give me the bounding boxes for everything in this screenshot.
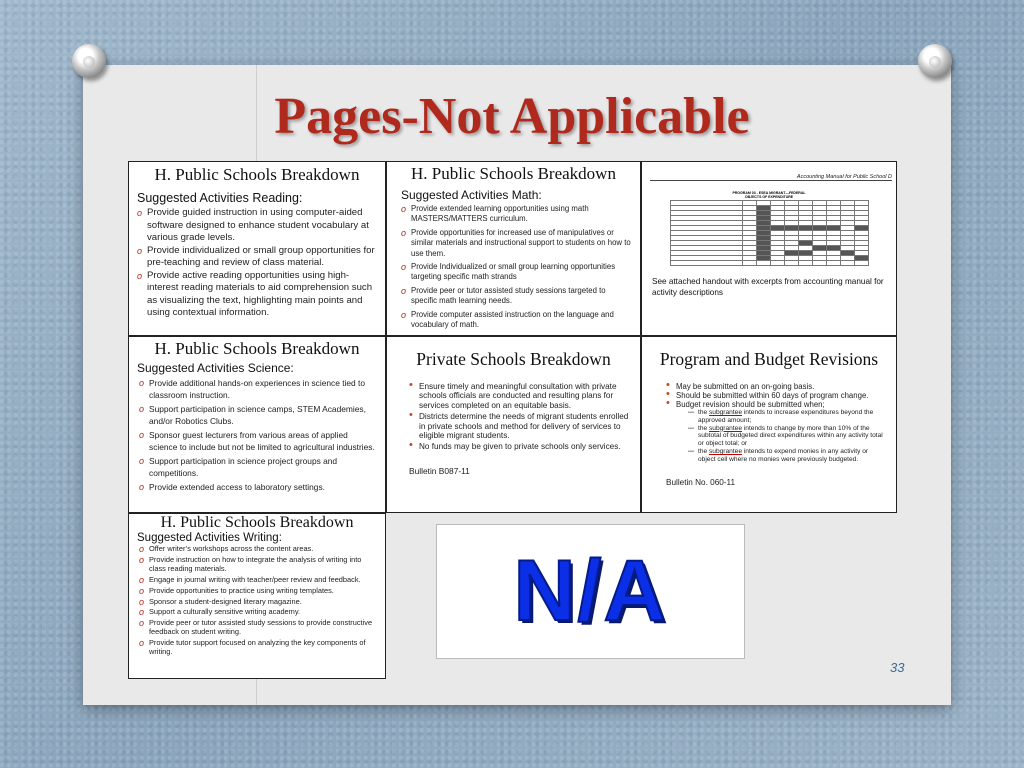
na-box <box>436 524 745 659</box>
panel-heading: H. Public Schools Breakdown <box>154 339 360 358</box>
list-item: o Support participation in science project groups and competitions. <box>139 455 377 479</box>
revisions-list <box>666 382 886 464</box>
panel-accounting <box>641 161 897 336</box>
list-item: o Provide guided instruction in using computer-aided software designed to enhance student vocabulary at various grade levels. <box>137 207 377 245</box>
panel-heading: H. Public Schools Breakdown <box>154 165 360 184</box>
panel-private <box>386 336 641 513</box>
pushpin-left-icon <box>72 44 106 78</box>
accounting-table <box>670 200 869 266</box>
panel-subheading: Suggested Activities Science: <box>137 361 294 375</box>
list-item: • May be submitted on an on-going basis. <box>666 382 886 391</box>
list-item: o Support participation in science camps, STEM Academies, and/or Robotics Clubs. <box>139 403 377 427</box>
panel-heading: H. Public Schools Breakdown <box>411 164 616 183</box>
private-list <box>409 382 630 452</box>
list-item-text: Budget revision should be submitted when; <box>676 400 825 409</box>
list-item: o Sponsor guest lecturers from various areas of applied science to include but not be limited to agricultural industries. <box>139 429 377 453</box>
page-number: 33 <box>890 660 905 675</box>
math-list <box>401 204 632 330</box>
list-item: o Provide individualized or small group opportunities for pre-teaching and review of class material. <box>137 245 377 270</box>
accounting-caption: See attached handout with excerpts from accounting manual for activity descriptions <box>652 277 884 297</box>
reading-list <box>137 207 377 320</box>
panel-subheading: Suggested Activities Math: <box>401 188 542 202</box>
list-item: o Provide active reading opportunities using high-interest reading materials to aid comprehension such as visualizing the text, highlighting main points and using contextual information. <box>137 270 377 320</box>
sub-list-item: – the subgrantee intends to change by more than 10% of the subtotal of budgeted direct expenditures within any activity total or object total; or <box>688 425 886 448</box>
science-list <box>139 377 377 493</box>
accounting-header: Accounting Manual for Public School D <box>650 174 892 181</box>
panel-subheading: Suggested Activities Writing: <box>137 532 282 544</box>
list-item: • No funds may be given to private schools only services. <box>409 442 630 451</box>
list-item: o Offer writer’s workshops across the content areas. <box>139 545 377 554</box>
list-item: o Provide instruction on how to integrate the analysis of writing into class reading materials. <box>139 556 377 574</box>
panel-science <box>128 336 386 513</box>
list-item: • Should be submitted within 60 days of program change. <box>666 391 886 400</box>
panel-reading <box>128 161 386 336</box>
pushpin-right-icon <box>918 44 952 78</box>
panel-heading: H. Public Schools Breakdown <box>160 514 354 531</box>
list-item: o Provide Individualized or small group learning opportunities targeting specific math strands <box>401 262 632 283</box>
panel-revisions <box>641 336 897 513</box>
revisions-bulletin: Bulletin No. 060-11 <box>666 477 736 487</box>
revisions-sublist <box>688 409 886 464</box>
sub-list-item: – the subgrantee intends to expend monies in any activity or object cell where no monies were previously budgeted. <box>688 448 886 464</box>
na-label: N/A <box>513 543 668 639</box>
list-item: o Provide peer or tutor assisted study sessions to provide constructive feedback on student writing. <box>139 619 377 637</box>
panel-heading: Program and Budget Revisions <box>659 349 879 369</box>
list-item: o Provide opportunities for increased use of manipulatives or similar materials and instructional support to students on how to use them. <box>401 228 632 259</box>
list-item: o Provide computer assisted instruction on the language and vocabulary of math. <box>401 310 632 331</box>
panel-writing <box>128 513 386 679</box>
list-item: o Sponsor a student-designed literary magazine. <box>139 598 377 607</box>
accounting-table-subtitle: OBJECTS OF EXPENDITURE <box>744 195 794 199</box>
list-item: • Districts determine the needs of migrant students enrolled in private schools and method for delivery of services to eligible migrant students. <box>409 412 630 440</box>
slide-title: Pages-Not Applicable <box>274 88 750 145</box>
list-item: o Provide peer or tutor assisted study sessions targeted to specific math learning needs. <box>401 286 632 307</box>
panel-math <box>386 161 641 336</box>
list-item: o Provide extended access to laboratory settings. <box>139 481 377 493</box>
accounting-table-title: PROGRAM 03 - ESEA MIGRANT—FEDERAL <box>732 191 806 195</box>
list-item: o Provide tutor support focused on analyzing the key components of writing. <box>139 639 377 657</box>
list-item: • Ensure timely and meaningful consultation with private schools officials are conducted and resulting plans for services completed on an equitable basis. <box>409 382 630 410</box>
writing-list <box>139 545 377 657</box>
list-item: o Provide additional hands-on experiences in science tied to classroom instruction. <box>139 377 377 401</box>
list-item: o Support a culturally sensitive writing academy. <box>139 608 377 617</box>
list-item <box>666 400 886 464</box>
list-item: o Provide extended learning opportunities using math MASTERS/MATTERS curriculum. <box>401 204 632 225</box>
list-item: o Engage in journal writing with teacher/peer review and feedback. <box>139 576 377 585</box>
private-bulletin: Bulletin B087-11 <box>409 465 470 476</box>
list-item: o Provide opportunities to practice using writing templates. <box>139 587 377 596</box>
panel-heading: Private Schools Breakdown <box>416 349 611 369</box>
sub-list-item: – the subgrantee intends to increase expenditures beyond the approved amount; <box>688 409 886 425</box>
panel-subheading: Suggested Activities Reading: <box>137 191 303 205</box>
